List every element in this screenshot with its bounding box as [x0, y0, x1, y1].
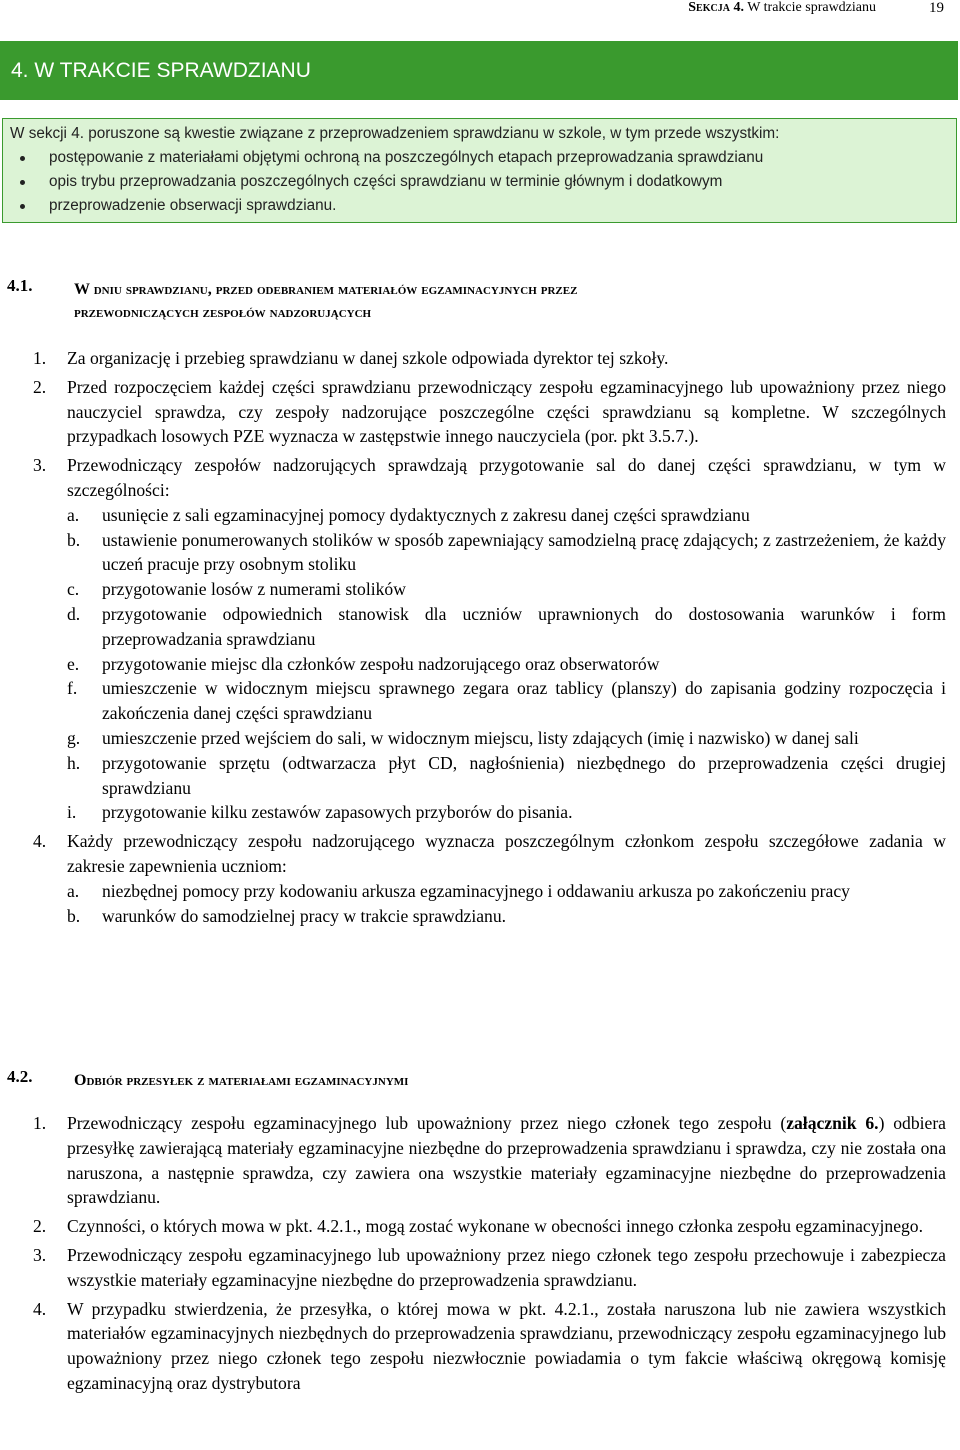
section-heading-title: [74, 1069, 954, 1092]
sub-item-letter: g.: [67, 727, 81, 748]
intro-bullet: [10, 195, 956, 219]
list-item: [0, 1243, 960, 1293]
page-number: 19: [929, 0, 944, 16]
sub-item-letter: b.: [67, 905, 81, 926]
item-text: Przewodniczący zespołów nadzorujących sprawdzają przygotowanie sal do danej części sprawdzianu, w tym w szczególności:: [67, 455, 946, 500]
bullet-dot-icon: [20, 204, 25, 209]
item-number: 1.: [33, 1113, 47, 1133]
intro-lead: W sekcji 4. poruszone są kwestie związane z przeprowadzeniem sprawdzianu w szkole, w tym przede wszystkim:: [10, 125, 780, 142]
item-text: Przewodniczący zespołu egzaminacyjnego lub upoważniony przez niego członek tego zespołu przechowuje i zabezpiecza wszystkie materiały egzaminacyjne niezbędne do przeprowadzenia sprawdzianu.: [67, 1244, 946, 1290]
item-text: Każdy przewodniczący zespołu nadzorującego wyznacza poszczególnym członkom zespołu szczegółowe zadania w zakresie zapewnienia uczniom:: [67, 831, 946, 876]
sub-item-text: przygotowanie odpowiednich stanowisk dla uczniów uprawnionych do dostosowania warunków i form przeprowadzania sprawdzianu: [102, 603, 946, 649]
sub-item: [0, 879, 960, 904]
item-number: 3.: [33, 1244, 47, 1265]
intro-bullet-text: postępowanie z materiałami objętymi ochroną na poszczególnych etapach przeprowadzania sprawdzianu: [49, 149, 764, 166]
item-number: 2.: [33, 376, 47, 397]
item-text: W przypadku stwierdzenia, że przesyłka, o której mowa w pkt. 4.2.1., została naruszona lub nie zawiera wszystkich materiałów egzaminacyjnych niezbędnych do przeprowadzenia sprawdzianu, przewodniczący zespołu egzaminacyjnego lub upoważniony przez niego członek tego zespołu niezwłocznie powiadamia o tym fakcie właściwą okręgową komisję egzaminacyjną oraz dystrybutora: [67, 1298, 946, 1393]
list-item: [0, 1297, 960, 1396]
sub-item-text: ustawienie ponumerowanych stolików w sposób zapewniający samodzielną pracę zdających; z zastrzeżeniem, że każdy uczeń pracuje przy osobnym stoliku: [102, 529, 946, 575]
header-section-name: W trakcie sprawdzianu: [747, 0, 876, 15]
sub-item: [0, 528, 960, 578]
intro-box: [2, 118, 957, 223]
item-number: 4.: [33, 1298, 47, 1319]
item-text: Za organizację i przebieg sprawdzianu w danej szkole odpowiada dyrektor tej szkoły.: [67, 348, 669, 368]
item-number: 3.: [33, 455, 47, 476]
sub-item: [0, 602, 960, 652]
sub-item-text: przygotowanie sprzętu (odtwarzacza płyt CD, nagłośnienia) niezbędnego do przeprowadzenia części drugiej sprawdzianu: [102, 752, 946, 798]
sub-item-text: przygotowanie losów z numerami stolików: [102, 579, 406, 600]
intro-bullet-list: [10, 147, 956, 219]
section-number: 4.1.: [7, 276, 33, 295]
sub-item: [0, 577, 960, 602]
list-item: [0, 453, 960, 503]
sub-item: [0, 503, 960, 528]
running-header: [688, 0, 876, 16]
intro-bullet-text: przeprowadzenie obserwacji sprawdzianu.: [49, 197, 337, 214]
section-heading-line: przewodniczących zespołów nadzorujących: [74, 304, 372, 321]
section-4-1-body: [0, 346, 960, 928]
intro-bullet: [10, 147, 956, 171]
list-item: [0, 1214, 960, 1239]
sub-item-text: usunięcie z sali egzaminacyjnej pomocy dydaktycznych z zakresu danej części sprawdzianu: [102, 504, 750, 525]
item-text: Przewodniczący zespołu egzaminacyjnego lub upoważniony przez niego członek tego zespołu (: [67, 1113, 787, 1133]
sub-item-text: umieszczenie w widocznym miejscu sprawnego zegara oraz tablicy (planszy) do zapisania godziny rozpoczęcia i zakończenia danej części sprawdzianu: [102, 678, 946, 724]
intro-bullet-text: opis trybu przeprowadzania poszczególnych części sprawdzianu w terminie głównym i dodatkowym: [49, 173, 723, 190]
sub-item-letter: c.: [67, 579, 80, 600]
list-item: [0, 829, 960, 879]
sub-item: [0, 800, 960, 825]
item-number: 4.: [33, 831, 47, 852]
sub-item-text: niezbędnej pomocy przy kodowaniu arkusza egzaminacyjnego i oddawaniu arkusza po zakończeniu pracy: [102, 880, 850, 901]
bullet-dot-icon: [20, 180, 25, 185]
section-4-2-body: [0, 1111, 960, 1396]
sub-item-text: umieszczenie przed wejściem do sali, w widocznym miejscu, listy zdających (imię i nazwisko) w danej sali: [102, 727, 859, 748]
section-heading-line: W dniu sprawdzianu, przed odebraniem materiałów egzaminacyjnych przez: [74, 281, 578, 298]
sub-item: [0, 726, 960, 751]
item-text: Przed rozpoczęciem każdej części sprawdzianu przewodniczący zespołu egzaminacyjnego lub upoważniony przez niego nauczyciel sprawdza, czy zespoły nadzorujące poszczególne części sprawdzianu są kompletne. W szczególnych przypadkach losowych PZE wyznacza w zastępstwie innego nauczyciela (por. pkt 3.5.7.).: [67, 376, 946, 447]
sub-item: [0, 652, 960, 677]
item-text: ) odbiera przesyłkę zawierającą materiały egzaminacyjne niezbędne do przeprowadzenia sprawdzianu i sprawdza, czy nie została ona naruszona, a następnie sprawdza, czy zawiera ona wszystkie materiały egzaminacyjne niezbędne do przeprowadzenia sprawdzianu.: [67, 1113, 946, 1208]
header-section-word: Sekcja 4.: [688, 0, 744, 15]
page-header: [0, 0, 960, 20]
section-number: 4.2.: [7, 1067, 33, 1086]
item-number: 1.: [33, 348, 47, 368]
sub-item-letter: f.: [67, 678, 78, 699]
section-heading-title: [74, 278, 954, 324]
sub-item-letter: h.: [67, 752, 81, 773]
attachment-reference: załącznik 6.: [786, 1113, 879, 1133]
sub-item-text: przygotowanie miejsc dla członków zespołu nadzorującego oraz obserwatorów: [102, 653, 660, 674]
sub-item: [0, 904, 960, 929]
sub-item-letter: i.: [67, 802, 77, 823]
sub-item-text: przygotowanie kilku zestawów zapasowych przyborów do pisania.: [102, 802, 573, 823]
sub-item-letter: e.: [67, 653, 80, 674]
item-text: Czynności, o których mowa w pkt. 4.2.1., mogą zostać wykonane w obecności innego członka zespołu egzaminacyjnego.: [67, 1216, 923, 1237]
sub-item-letter: d.: [67, 603, 81, 624]
list-item: [0, 375, 960, 449]
item-number: 2.: [33, 1216, 47, 1237]
section-heading-line: Odbiór przesyłek z materiałami egzaminacyjnymi: [74, 1072, 409, 1089]
list-item: [0, 346, 960, 371]
intro-bullet: [10, 171, 956, 195]
section-title-bar: 4. W TRAKCIE SPRAWDZIANU: [0, 41, 958, 100]
sub-item: [0, 676, 960, 726]
bullet-dot-icon: [20, 156, 25, 161]
sub-item-letter: a.: [67, 504, 80, 525]
list-item: [0, 1111, 960, 1210]
sub-item: [0, 751, 960, 801]
sub-item-text: warunków do samodzielnej pracy w trakcie sprawdzianu.: [102, 905, 507, 926]
sub-item-letter: a.: [67, 880, 80, 901]
sub-item-letter: b.: [67, 529, 81, 550]
